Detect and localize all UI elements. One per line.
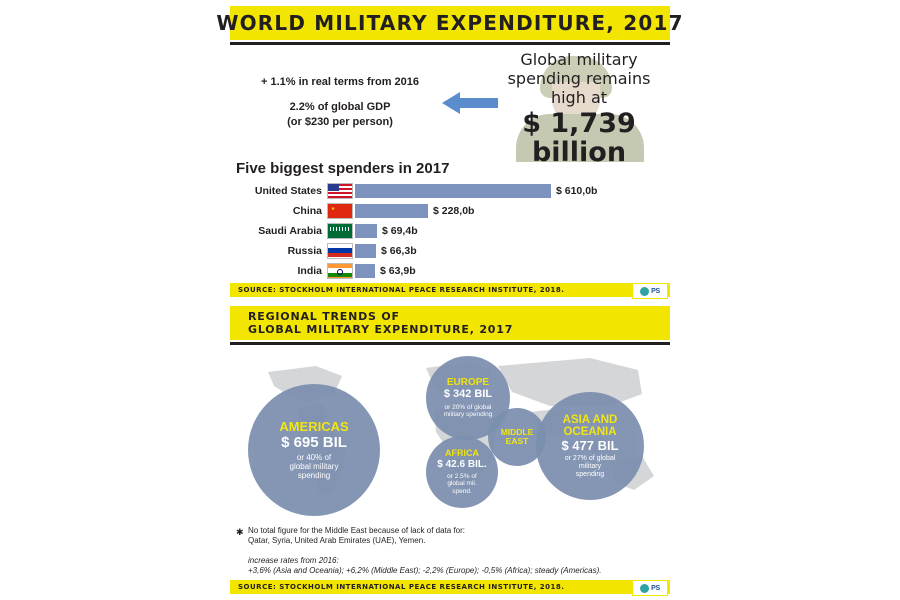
footnote-1-line-2: Qatar, Syria, United Arab Emirates (UAE), Yemen. [248, 536, 426, 545]
bubble-asia-share-1: or 27% of global [564, 455, 616, 463]
left-arrow-icon [442, 90, 498, 116]
bubble-asia-share-3: spending [575, 470, 605, 478]
bar-china [355, 204, 428, 218]
spenders-bar-chart [236, 182, 676, 282]
us-flag-icon [327, 183, 353, 199]
logo-text-bottom: PS [651, 584, 660, 592]
source-text-top: SOURCE: STOCKHOLM INTERNATIONAL PEACE RESEARCH INSTITUTE, 2018. [238, 286, 565, 294]
bar-saudi-arabia [355, 224, 377, 238]
source-band-top [230, 283, 670, 297]
footnote-1-line-1: No total figure for the Middle East because of lack of data for: [248, 526, 466, 535]
bubble-asia-label-2: OCEANIA [563, 425, 617, 438]
page-title: WORLD MILITARY EXPENDITURE, 2017 [216, 11, 684, 35]
regional-map-chart [230, 350, 670, 520]
bubble-americas-value: $ 695 BIL [281, 434, 347, 452]
asterisk-icon: ✱ [236, 527, 244, 537]
section2-title-line-1: REGIONAL TRENDS OF [248, 310, 400, 323]
footnotes [236, 526, 666, 576]
headline-amount-unit: billion [531, 137, 627, 168]
bubble-europe-label: EUROPE [446, 376, 490, 388]
bar-label-china: China [292, 204, 322, 217]
bubble-africa-label: AFRICA [445, 448, 479, 459]
spenders-heading: Five biggest spenders in 2017 [236, 160, 450, 177]
bar-label-india: India [297, 264, 322, 277]
hero-stats [240, 76, 440, 130]
bubble-europe-share-2: military spending [443, 411, 493, 419]
bubble-americas [248, 384, 380, 516]
publisher-logo-bottom [632, 580, 668, 596]
table-row [236, 202, 676, 219]
table-row [236, 182, 676, 199]
bubble-europe-share-1: or 20% of global [444, 403, 492, 411]
bar-value-russia: $ 66,3b [381, 244, 417, 257]
section2-divider [230, 342, 670, 345]
cn-flag-icon [327, 203, 353, 219]
stat-per-person: (or $230 per person) [287, 116, 393, 128]
ru-flag-icon [327, 243, 353, 259]
table-row [236, 262, 676, 279]
bar-russia [355, 244, 376, 258]
main-title-band [216, 6, 684, 40]
bubble-middle-east-label-2: EAST [505, 436, 529, 446]
bubble-africa-share-2: global mil. [447, 480, 477, 488]
sa-flag-icon [327, 223, 353, 239]
bubble-asia-label-1: ASIA AND [562, 413, 618, 426]
bubble-americas-share-2: global military [289, 461, 339, 471]
logo-text: PS [651, 287, 660, 295]
bar-united-states [355, 184, 551, 198]
bar-label-united-states: United States [254, 184, 322, 197]
bubble-africa-share-3: spend. [452, 487, 472, 495]
table-row [236, 242, 676, 259]
bubble-asia-share-2: military [578, 463, 602, 471]
headline-amount: $ 1,739 [522, 108, 636, 139]
title-divider [230, 42, 670, 45]
bubble-asia-oceania [536, 392, 644, 500]
bar-value-united-states: $ 610,0b [556, 184, 598, 197]
bubble-americas-share-3: spending [297, 470, 331, 480]
hero-headline [488, 50, 670, 167]
stat-gdp-share: 2.2% of global GDP [289, 101, 391, 113]
bubble-africa [426, 436, 498, 508]
bubble-americas-label: AMERICAS [279, 418, 349, 434]
bubble-americas-share-1: or 40% of [296, 453, 332, 462]
bar-india [355, 264, 375, 278]
source-band-bottom [230, 580, 670, 594]
in-flag-icon [327, 263, 353, 279]
headline-line-3: high at [550, 88, 608, 107]
bar-value-saudi-arabia: $ 69,4b [382, 224, 418, 237]
bar-label-saudi-arabia: Saudi Arabia [258, 224, 322, 237]
section2-title-band [230, 306, 670, 340]
bubble-europe-value: $ 342 BIL [443, 388, 493, 401]
source-text-bottom: SOURCE: STOCKHOLM INTERNATIONAL PEACE RESEARCH INSTITUTE, 2018. [238, 583, 565, 591]
bar-value-china: $ 228,0b [433, 204, 475, 217]
bar-label-russia: Russia [287, 244, 322, 257]
headline-line-2: spending remains [507, 69, 651, 88]
bubble-africa-share-1: or 2.5% of [447, 473, 477, 481]
bubble-middle-east-label-1: MIDDLE [500, 427, 534, 438]
footnote-2-line-2: +3,6% (Asia and Oceania); +6,2% (Middle East); -2,2% (Europe); -0,5% (Africa); steady (Americas). [248, 566, 602, 575]
stat-real-terms: + 1.1% in real terms from 2016 [260, 76, 420, 88]
bubble-africa-value: $ 42.6 BIL. [437, 458, 487, 470]
headline-line-1: Global military [520, 50, 638, 69]
bubble-asia-value: $ 477 BIL [561, 437, 619, 453]
globe-icon [640, 584, 649, 593]
bar-value-india: $ 63,9b [380, 264, 416, 277]
globe-icon [640, 287, 649, 296]
table-row [236, 222, 676, 239]
section2-title-line-2: GLOBAL MILITARY EXPENDITURE, 2017 [248, 323, 514, 336]
footnote-2-line-1: increase rates from 2016: [248, 556, 339, 565]
hero-section [230, 48, 670, 168]
publisher-logo [632, 283, 668, 299]
